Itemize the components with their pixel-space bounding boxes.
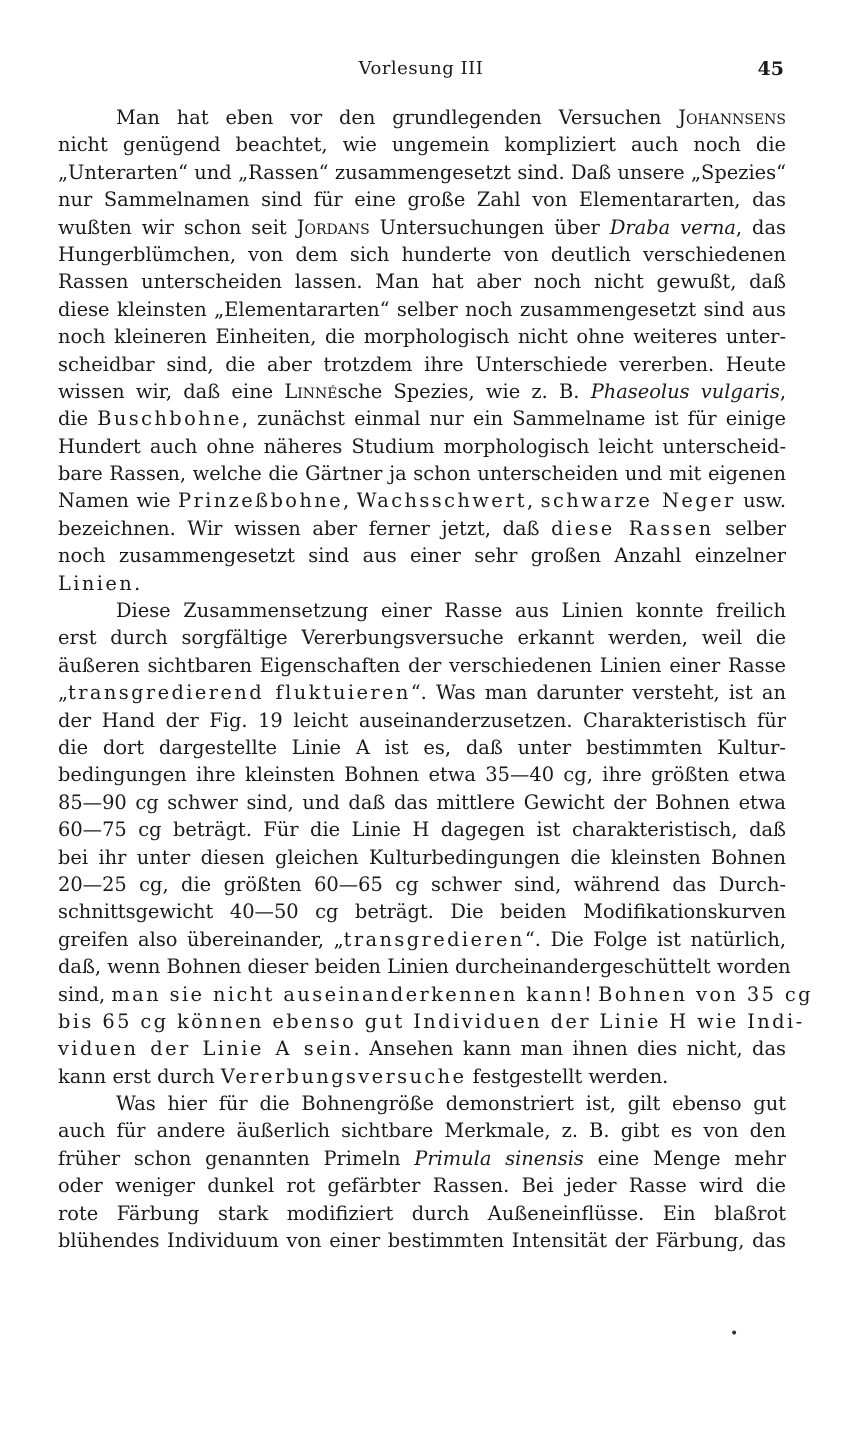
text-run: 60—75 cg beträgt. Für die Linie H dagegen ist charakteristisch, daß xyxy=(58,818,786,842)
text-run: der Hand der Fig. 19 leicht auseinanderzusetzen. Charakteristisch für xyxy=(58,708,786,732)
text-run: sind, xyxy=(58,982,112,1006)
text-line xyxy=(58,378,786,405)
spaced-emphasis: bis 65 cg können ebenso gut Individuen der Linie H wie Indi- xyxy=(58,1009,805,1033)
text-run: bare Rassen, welche die Gärtner ja schon unterscheiden und mit eigenen xyxy=(58,462,786,486)
text-run: schnittsgewicht 40—50 cg beträgt. Die beiden Modifikationskurven xyxy=(58,900,786,924)
text-run: kann erst durch xyxy=(58,1064,221,1088)
spaced-emphasis: Wachsschwert xyxy=(356,489,527,513)
text-run: Untersuchungen über xyxy=(369,215,610,239)
text-run: sche Spezies, wie z. B. xyxy=(337,379,591,403)
text-run: bei ihr unter diesen gleichen Kulturbedingungen die kleinsten Bohnen xyxy=(58,845,786,869)
text-run: Was hier für die Bohnengröße demonstriert ist, gilt ebenso gut xyxy=(116,1092,786,1116)
text-run: erst durch sorgfältige Vererbungsversuche erkannt werden, weil die xyxy=(58,626,786,650)
text-run: ! xyxy=(584,982,599,1006)
text-run: wissen wir, daß eine xyxy=(58,379,285,403)
text-line xyxy=(58,707,786,734)
text-run: oder weniger dunkel rot gefärbter Rassen. Bei jeder Rasse wird die xyxy=(58,1174,786,1198)
spaced-emphasis: schwarze Neger xyxy=(540,489,736,513)
text-run: . Ansehen kann man ihnen dies nicht, das xyxy=(353,1037,786,1061)
text-run: selber xyxy=(713,516,786,540)
text-line xyxy=(58,624,786,651)
spaced-emphasis: Vererbungsversuche xyxy=(220,1064,467,1088)
spaced-emphasis: transgredieren xyxy=(343,927,525,951)
text-run: die dort dargestellte Linie A ist es, daß unter bestimmten Kultur- xyxy=(58,735,786,759)
text-line xyxy=(58,734,786,761)
text-run: Diese Zusammensetzung einer Rasse aus Linien konnte freilich xyxy=(116,599,786,623)
text-run: noch zusammengesetzt sind aus einer sehr großen Anzahl einzelner xyxy=(58,544,786,568)
text-run: diese kleinsten „Elementararten“ selber noch zusammengesetzt sind aus xyxy=(58,297,786,321)
text-line xyxy=(58,1117,786,1144)
italic-text: Primula sinensis xyxy=(414,1146,584,1170)
text-line xyxy=(58,761,786,788)
text-line xyxy=(58,1008,805,1035)
text-line xyxy=(58,652,786,679)
text-line xyxy=(58,131,786,158)
text-run: 85—90 cg schwer sind, und daß das mittlere Gewicht der Bohnen etwa xyxy=(58,790,786,814)
text-line xyxy=(58,570,786,597)
text-line xyxy=(58,460,786,487)
text-run: bezeichnen. Wir wissen aber ferner jetzt, daß xyxy=(58,516,552,540)
text-line xyxy=(58,1035,786,1062)
spaced-emphasis: transgredierend fluktuieren xyxy=(68,681,411,705)
text-line xyxy=(58,871,786,898)
text-line xyxy=(58,679,786,706)
text-run: eine Menge mehr xyxy=(583,1146,786,1170)
page-number: 45 xyxy=(757,58,784,80)
text-line xyxy=(58,816,786,843)
text-line xyxy=(58,515,786,542)
text-line xyxy=(58,1063,786,1090)
text-line xyxy=(58,241,786,268)
text-run: auch für andere äußerlich sichtbare Merkmale, z. B. gibt es von den xyxy=(58,1119,786,1143)
text-run: äußeren sichtbaren Eigenschaften der verschiedenen Linien einer Rasse xyxy=(58,653,786,677)
text-line xyxy=(58,433,786,460)
text-line xyxy=(58,1200,786,1227)
text-line xyxy=(58,351,786,378)
text-run: nur Sammelnamen sind für eine große Zahl von Elementararten, das xyxy=(58,188,786,212)
text-run: noch kleineren Einheiten, die morphologisch nicht ohne weiteres unter- xyxy=(58,325,786,349)
text-run: nicht genügend beachtet, wie ungemein kompliziert auch noch die xyxy=(58,133,786,157)
spaced-emphasis: man sie nicht auseinanderkennen kann xyxy=(111,982,585,1006)
text-run: , zunächst einmal nur ein Sammelname ist für einige xyxy=(241,407,786,431)
text-run: Hundert auch ohne näheres Studium morphologisch leicht unterscheid- xyxy=(58,434,786,458)
text-run: , xyxy=(343,489,357,513)
text-run: „ xyxy=(58,681,69,705)
spaced-emphasis: Bohnen von 35 cg xyxy=(598,982,813,1006)
text-line xyxy=(58,844,786,871)
text-run: rote Färbung stark modifiziert durch Außeneinflüsse. Ein blaßrot xyxy=(58,1201,786,1225)
text-line xyxy=(58,1227,786,1254)
text-run: blühendes Individuum von einer bestimmten Intensität der Färbung, das xyxy=(58,1229,786,1253)
text-line xyxy=(58,296,786,323)
text-line xyxy=(58,542,786,569)
text-run: greifen also übereinander, „ xyxy=(58,927,344,951)
text-run: daß, wenn Bohnen dieser beiden Linien durcheinandergeschüttelt worden xyxy=(58,955,791,979)
running-head: Vorlesung III xyxy=(358,58,484,79)
text-run: , xyxy=(527,489,541,513)
text-line xyxy=(58,323,786,350)
text-run: Man hat eben vor den grundlegenden Versuchen xyxy=(116,106,679,129)
text-line xyxy=(58,898,786,925)
text-line xyxy=(58,1172,786,1199)
italic-text: Draba verna xyxy=(609,215,736,239)
text-run: usw. xyxy=(735,489,787,513)
body-text xyxy=(58,104,813,1254)
ink-speck: • xyxy=(730,1326,739,1342)
text-run: festgestellt werden. xyxy=(466,1064,669,1088)
spaced-emphasis: Prinzeßbohne xyxy=(178,489,344,513)
text-run: “. Die Folge ist natürlich, xyxy=(524,927,786,951)
text-run: wußten wir schon seit xyxy=(58,215,297,239)
spaced-emphasis: viduen der Linie A sein xyxy=(58,1037,354,1061)
text-line xyxy=(58,981,813,1008)
italic-text: Phaseolus vulgaris xyxy=(590,379,780,403)
text-line xyxy=(58,104,786,131)
text-run: scheidbar sind, die aber trotzdem ihre Unterschiede vererben. Heute xyxy=(58,352,786,376)
text-line xyxy=(58,597,786,624)
text-line xyxy=(58,926,786,953)
text-run: , das xyxy=(735,215,786,239)
small-caps-name: Jordans xyxy=(296,215,370,239)
text-run: die xyxy=(58,407,98,431)
spaced-emphasis: Buschbohne xyxy=(97,407,242,431)
text-line xyxy=(58,953,791,980)
text-line xyxy=(58,268,786,295)
text-run: . xyxy=(134,571,141,595)
text-line xyxy=(58,159,786,186)
text-run: Hungerblümchen, von dem sich hunderte von deutlich verschiedenen xyxy=(58,242,786,266)
text-line xyxy=(58,186,786,213)
text-run: „Unterarten“ und „Rassen“ zusammengesetzt sind. Daß unsere „Spezies“ xyxy=(58,160,786,184)
page-header xyxy=(58,58,784,88)
text-line xyxy=(58,405,786,432)
text-run: , xyxy=(779,379,786,403)
text-line xyxy=(58,1090,786,1117)
text-run: früher schon genannten Primeln xyxy=(58,1146,415,1170)
text-line xyxy=(58,789,786,816)
small-caps-name: Johannsens xyxy=(678,106,786,129)
text-run: Namen wie xyxy=(58,489,179,513)
spaced-emphasis: diese Rassen xyxy=(551,516,714,540)
text-run: 20—25 cg, die größten 60—65 cg schwer sind, während das Durch- xyxy=(58,872,786,896)
small-caps-name: Linné xyxy=(284,379,338,403)
text-line xyxy=(58,1145,786,1172)
text-run: “. Was man darunter versteht, ist an xyxy=(410,681,786,705)
spaced-emphasis: Linien xyxy=(58,571,135,595)
text-run: Rassen unterscheiden lassen. Man hat aber noch nicht gewußt, daß xyxy=(58,270,786,294)
text-line xyxy=(58,487,786,514)
text-run: bedingungen ihre kleinsten Bohnen etwa 35—40 cg, ihre größten etwa xyxy=(58,763,786,787)
text-line xyxy=(58,214,786,241)
